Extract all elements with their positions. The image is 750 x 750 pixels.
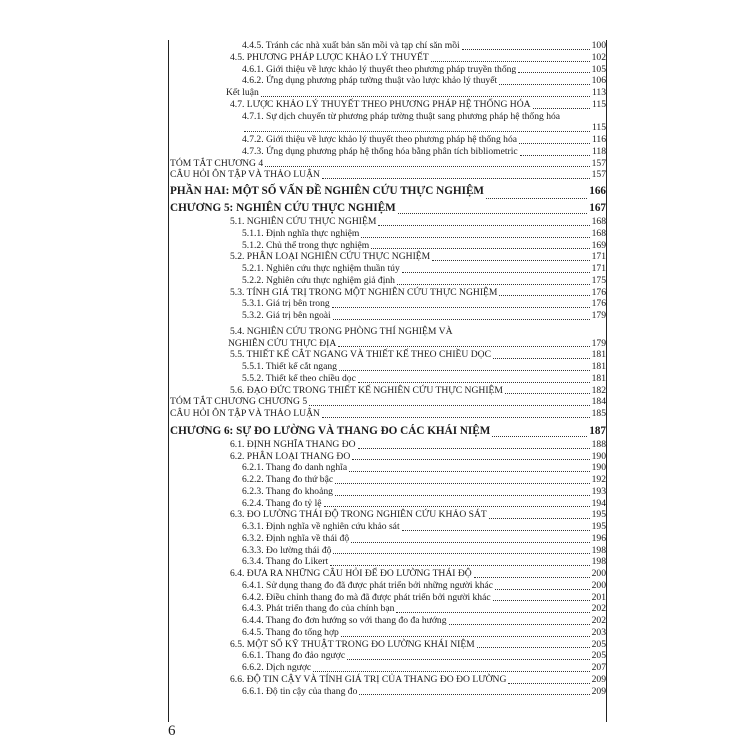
toc-entry [168,533,606,545]
dot-leader [396,612,590,613]
toc-entry-page: 115 [591,122,606,134]
toc-entry-title: 4.6.1. Giới thiệu về lược khảo lý thuyết theo phương pháp truyền thống [242,63,517,75]
dot-leader [358,448,590,449]
toc-entry-title: 5.3. TÍNH GIÁ TRỊ TRONG MỘT NGHIÊN CỨU THỰC NGHIỆM [230,286,498,298]
toc-entry [168,52,606,64]
dot-leader [330,565,590,566]
dot-leader [499,295,590,296]
toc-entry-title: 5.6. ĐẠO ĐỨC TRONG THIẾT KẾ NGHIÊN CỨU THỰC NGHIỆM [230,384,503,396]
toc-entry-page: 195 [591,509,606,521]
toc-entry [168,603,606,615]
toc-entry [168,240,606,252]
toc-entry [168,64,606,76]
toc-entry [168,615,606,627]
toc-entry-page: 203 [591,626,606,638]
dot-leader [265,166,590,167]
toc-entry-title: PHẦN HAI: MỘT SỐ VẤN ĐỀ NGHIÊN CỨU THỰC NGHIỆM [170,185,484,197]
dot-leader [244,131,590,132]
dot-leader [313,671,590,672]
toc-entry-page: 157 [591,169,606,181]
toc-entry [168,326,606,338]
toc-entry-page: 192 [591,474,606,485]
dot-leader [261,96,590,97]
toc-entry-page: 171 [591,263,606,274]
dot-leader [332,307,590,308]
dot-leader [333,553,590,554]
toc-entry [168,486,606,498]
dot-leader [347,659,590,660]
toc-entry [168,509,606,521]
toc-entry-title: 5.2. PHÂN LOẠI NGHIÊN CỨU THỰC NGHIỆM [230,251,431,263]
toc-entry-title: Kết luận [226,87,259,98]
toc-entry [168,298,606,310]
toc-entry-page: 196 [591,532,606,544]
toc-entry [168,87,606,99]
toc-entry-page: 176 [591,298,606,310]
toc-entry-title: 6.4.5. Thang đo tổng hợp [242,626,339,638]
toc-entry-page: 182 [591,384,606,396]
toc-entry [168,674,606,686]
dot-leader [489,518,590,519]
toc-entry [168,408,606,420]
toc-entry-page: 193 [591,485,606,497]
dot-leader [432,260,590,261]
toc-entry [168,338,606,350]
toc-entry-title: CÂU HỎI ÔN TẬP VÀ THẢO LUẬN [170,408,320,419]
toc-entry-title: 5.5.2. Thiết kế theo chiều dọc [242,372,356,384]
toc-entry-title: NGHIÊN CỨU THỰC ĐỊA [228,337,337,349]
toc-entry [168,228,606,240]
dot-leader [495,589,590,590]
dot-leader [493,358,590,359]
dot-leader [359,694,590,695]
toc-entry-page: 113 [591,87,606,98]
dot-leader [474,577,590,578]
dot-leader [333,319,590,320]
toc-entry-page: 190 [591,462,606,474]
toc-entry [168,580,606,592]
dot-leader [518,72,590,73]
toc-entry [168,474,606,486]
toc-entry [168,385,606,397]
toc-entry-title: 6.3.2. Định nghĩa về thái độ [242,532,350,544]
toc-entry-page: 100 [591,40,606,51]
toc-entry-title: 6.6.1. Độ tin cậy của thang đo [242,685,358,697]
toc-entry-title: CHƯƠNG 5: NGHIÊN CỨU THỰC NGHIỆM [170,202,396,214]
toc-entry-page: 167 [589,202,606,214]
toc-entry [168,216,606,228]
toc-entry-page: 171 [591,251,606,263]
toc-entry-page: 106 [591,75,606,87]
toc-entry [168,592,606,604]
toc-entry-title: 6.3. ĐO LƯỜNG THÁI ĐỘ TRONG NGHIÊN CỨU KHẢO SÁT [230,509,487,521]
toc-entry [168,662,606,674]
toc-entry [168,498,606,510]
toc-entry-title: 6.2.4. Thang đo tỷ lệ [242,497,322,509]
toc-entry-page: 176 [591,286,606,298]
toc-entry [168,40,606,52]
toc-entry [168,349,606,361]
toc-entry-page: 175 [591,274,606,286]
part-entry [168,181,606,201]
toc-entry-page: 185 [591,408,606,419]
toc-entry [168,99,606,111]
toc-entry-title: 4.5. PHƯƠNG PHÁP LƯỢC KHẢO LÝ THUYẾT [230,51,429,63]
toc-entry [168,361,606,373]
toc-entry-title: 6.4.1. Sử dụng thang đo đã được phát triển bởi những người khác [242,579,494,591]
toc-entry-title: 5.4. NGHIÊN CỨU TRONG PHÒNG THÍ NGHIỆM VÀ [230,325,453,337]
toc-entry [168,251,606,263]
toc-entry [168,451,606,463]
toc-entry-page: 102 [591,51,606,63]
dot-leader [449,624,590,625]
toc-entry-page: 207 [591,662,606,673]
page-number: 6 [168,723,176,739]
toc-entry-title: 6.3.1. Định nghĩa về nghiên cứu khảo sát [242,521,400,532]
toc-entry [168,545,606,557]
dot-leader [309,405,590,406]
dot-leader [402,530,590,531]
toc-entry-title: 6.2.3. Thang đo khoảng [242,485,333,497]
toc-entry-page: 205 [591,650,606,662]
toc-entry-title: 5.2.1. Nghiên cứu thực nghiệm thuần túy [242,263,400,274]
dot-leader [322,178,590,179]
toc-entry [168,627,606,639]
dot-leader [358,382,590,383]
toc-entry-title: 6.4.4. Thang đo đơn hướng so với thang đo đa hướng [242,615,447,626]
toc-entry [168,275,606,287]
toc-entry [168,639,606,651]
toc-entry-page: 200 [591,568,606,579]
toc-entry-title: 5.5.1. Thiết kế cắt ngang [242,361,337,372]
dot-leader [486,198,587,199]
toc-entry-page: 181 [591,349,606,361]
toc-entry-page: 118 [591,145,606,157]
dot-leader [499,84,590,85]
dot-leader [349,471,590,472]
dot-leader [508,683,590,684]
dot-leader [533,108,590,109]
toc-entry [168,556,606,568]
toc-entry-title: 6.6. ĐỘ TIN CẬY VÀ TÍNH GIÁ TRỊ CỦA THANG ĐO ĐO LƯỜNG [230,673,507,685]
toc-entry-page: 190 [591,450,606,462]
toc-entry [168,75,606,87]
dot-leader [361,237,590,238]
dot-leader [378,225,590,226]
toc-entry-page: 105 [591,63,606,75]
dot-leader [338,346,590,347]
toc-entry-title: 4.7.1. Sự dịch chuyển từ phương pháp tường thuật sang phương pháp hệ thống hóa [242,110,561,122]
toc-entry-title: 6.6.2. Dịch ngược [242,662,312,673]
dot-leader [398,213,587,214]
dot-leader [335,495,590,496]
dot-leader [492,436,587,437]
toc-entry [168,169,606,181]
toc-entry-page: 205 [591,638,606,650]
toc-entry-title: 4.7.3. Ứng dụng phương pháp hệ thống hóa bằng phân tích bibliometric [242,145,518,157]
toc-entry [168,287,606,299]
toc-entry-title: 5.1.2. Chủ thể trong thực nghiệm [242,239,370,251]
toc-entry [168,134,606,146]
toc-entry-page: 166 [589,185,606,197]
toc-entry-page: 202 [591,603,606,615]
dot-leader [431,61,590,62]
chapter-entry [168,201,606,216]
toc-entry-page: 115 [591,98,606,110]
toc-entry-page: 168 [591,227,606,239]
toc-entry-page: 198 [591,544,606,556]
dot-leader [505,393,590,394]
toc-entry-title: CÂU HỎI ÔN TẬP VÀ THẢO LUẬN [170,169,320,181]
toc-entry-title: 4.7.2. Giới thiệu về lược khảo lý thuyết theo phương pháp hệ thống hóa [242,134,518,145]
table-of-contents [168,40,606,697]
toc-entry-title: 6.1. ĐỊNH NGHĨA THANG ĐO [230,438,356,450]
toc-entry [168,146,606,158]
dot-leader [477,647,590,648]
toc-entry [168,396,606,408]
toc-entry-page: 181 [591,372,606,384]
toc-entry-page: 157 [591,157,606,169]
toc-entry-page: 179 [591,337,606,349]
toc-entry-page: 209 [591,685,606,697]
toc-entry [168,373,606,385]
toc-entry-page: 184 [591,396,606,408]
toc-entry-title: 6.6.1. Thang đo đảo ngược [242,650,346,662]
toc-entry-title: TÓM TẮT CHƯƠNG CHƯƠNG 5 [170,396,308,408]
toc-entry [168,310,606,322]
toc-entry-title: 6.2. PHÂN LOẠI THANG ĐO [230,450,351,462]
toc-entry [168,111,606,123]
toc-entry-page: 179 [591,310,606,321]
toc-entry-page: 202 [591,615,606,626]
toc-entry-page: 169 [591,239,606,251]
toc-entry-title: 4.6.2. Ứng dụng phương pháp tường thuật vào lược khảo lý thuyết [242,75,498,87]
dot-leader [402,272,590,273]
toc-entry [168,122,606,134]
dot-leader [351,542,590,543]
toc-entry-title: 6.2.1. Thang đo danh nghĩa [242,462,348,474]
right-margin-rule [606,40,607,722]
toc-entry-page: 188 [591,438,606,450]
toc-entry-title: 6.3.3. Đo lường thái độ [242,544,332,556]
toc-entry-title: 4.7. LƯỢC KHẢO LÝ THUYẾT THEO PHƯƠNG PHÁP HỆ THỐNG HÓA [230,98,531,110]
toc-entry-title: 6.4.2. Điều chỉnh thang đo mà đã được phát triển bởi người khác [242,591,491,603]
toc-entry-page: 116 [591,134,606,145]
toc-entry-title: TÓM TẮT CHƯƠNG 4 [170,157,264,169]
toc-entry-title: 6.4. ĐƯA RA NHỮNG CÂU HỎI ĐỂ ĐO LƯỜNG THÁI ĐỘ [230,568,472,579]
toc-entry [168,462,606,474]
toc-entry-page: 168 [591,216,606,227]
toc-entry-title: 5.3.2. Giá trị bên ngoài [242,310,331,321]
toc-entry-title: 5.1.1. Định nghĩa thực nghiệm [242,227,360,239]
dot-leader [339,370,590,371]
dot-leader [335,483,590,484]
toc-entry-title: 5.5. THIẾT KẾ CẮT NGANG VÀ THIẾT KẾ THEO CHIỀU DỌC [230,349,491,361]
toc-entry-title: 5.2.2. Nghiên cứu thực nghiệm giả định [242,274,395,286]
chapter-entry [168,424,606,439]
dot-leader [462,49,590,50]
dot-leader [397,284,590,285]
toc-entry-title: 6.3.4. Thang đo Likert [242,556,329,568]
dot-leader [324,506,591,507]
toc-entry [168,568,606,580]
toc-entry [168,650,606,662]
toc-entry-title: 4.4.5. Tránh các nhà xuất bản săn mồi và tạp chí săn mồi [242,40,460,51]
toc-entry-title: 6.4.3. Phát triển thang đo của chính bạn [242,603,395,615]
toc-entry-page: 187 [589,424,606,437]
dot-leader [371,248,590,249]
dot-leader [493,600,590,601]
toc-entry [168,686,606,698]
toc-entry-page: 209 [591,673,606,685]
toc-entry [168,263,606,275]
dot-leader [519,143,590,144]
toc-entry-title: 5.3.1. Giá trị bên trong [242,298,330,310]
toc-entry [168,158,606,170]
toc-entry-title: 6.5. MỘT SỐ KỸ THUẬT TRONG ĐO LƯỜNG KHÁI NIỆM [230,638,475,650]
toc-entry-title: 5.1. NGHIÊN CỨU THỰC NGHIỆM [230,216,377,227]
toc-entry [168,521,606,533]
toc-entry-page: 198 [591,556,606,568]
toc-entry-page: 194 [591,497,606,509]
dot-leader [341,636,590,637]
dot-leader [520,155,590,156]
toc-entry-page: 195 [591,521,606,532]
toc-entry [168,439,606,451]
toc-entry-title: 6.2.2. Thang đo thứ bậc [242,474,334,485]
toc-entry-page: 201 [591,591,606,603]
toc-entry-page: 200 [591,579,606,591]
toc-entry-title: CHƯƠNG 6: SỰ ĐO LƯỜNG VÀ THANG ĐO CÁC KHÁI NIỆM [170,424,491,437]
dot-leader [322,417,590,418]
dot-leader [352,459,590,460]
toc-entry-page: 181 [591,361,606,372]
